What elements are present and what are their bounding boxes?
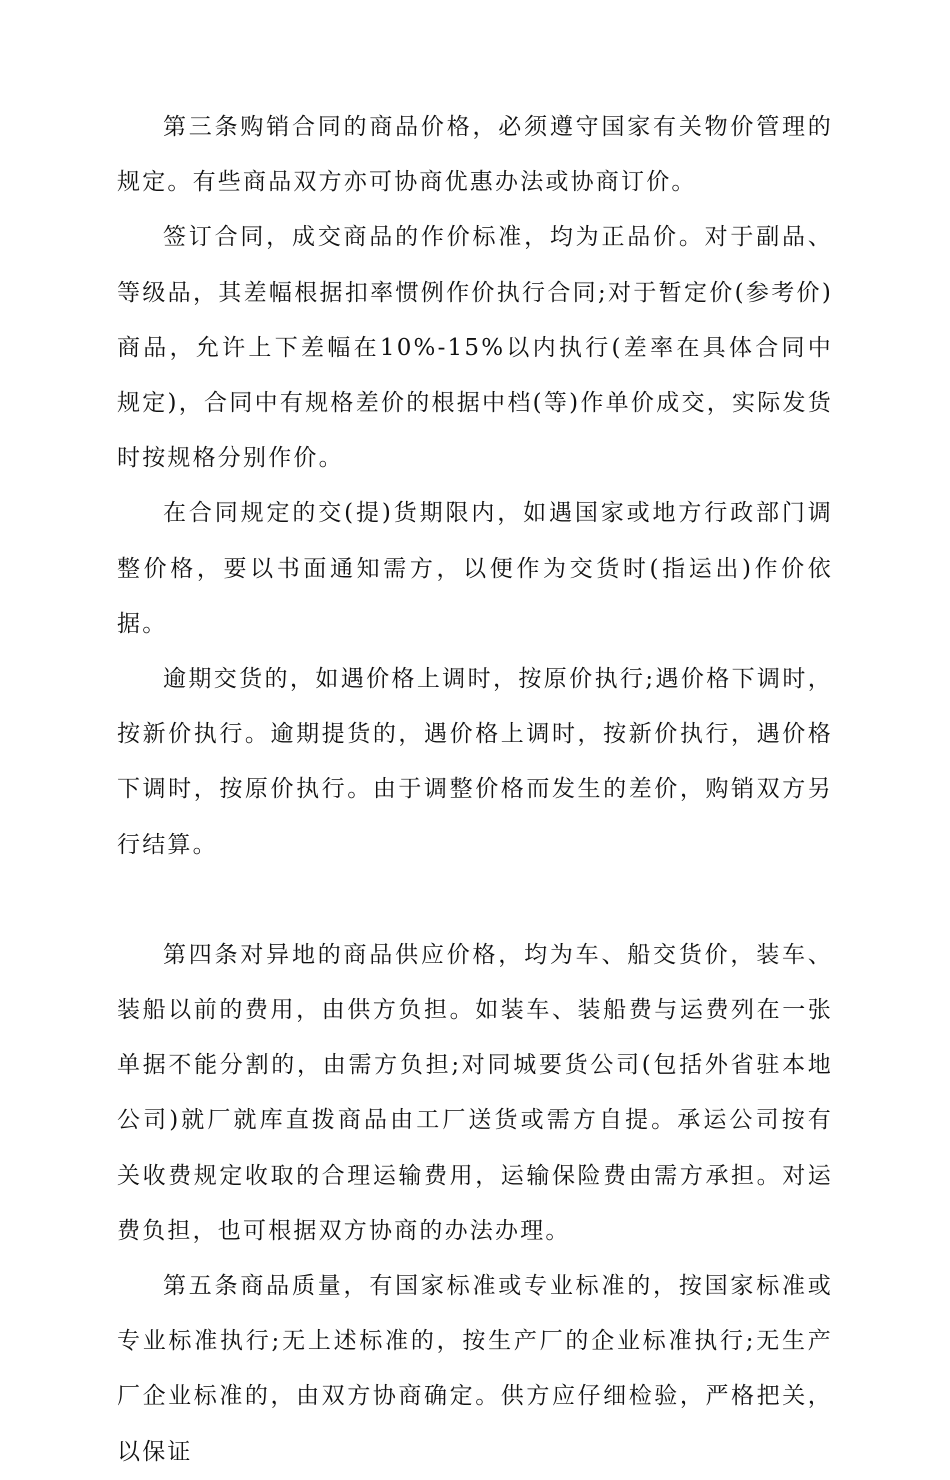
paragraph-article-5: 第五条商品质量，有国家标准或专业标准的，按国家标准或专业标准执行;无上述标准的，按生产厂的企业标准执行;无生产厂企业标准的，由双方协商确定。供方应仔细检验，严格把关，以保证 (117, 1273, 833, 1465)
document-body (117, 100, 833, 1480)
paragraph-spacer (117, 873, 833, 928)
paragraph-price-adjustment: 在合同规定的交(提)货期限内，如遇国家或地方行政部门调整价格，要以书面通知需方，以便作为交货时(指运出)作价依据。 (117, 500, 833, 637)
paragraph-late-delivery: 逾期交货的，如遇价格上调时，按原价执行;遇价格下调时，按新价执行。逾期提货的，遇价格上调时，按新价执行，遇价格下调时，按原价执行。由于调整价格而发生的差价，购销双方另行结算。 (117, 666, 833, 858)
paragraph-pricing-standard: 签订合同，成交商品的作价标准，均为正品价。对于副品、等级品，其差幅根据扣率惯例作价执行合同;对于暂定价(参考价)商品，允许上下差幅在10%-15%以内执行(差率在具体合同中规定)，合同中有规格差价的根据中档(等)作单价成交，实际发货时按规格分别作价。 (117, 224, 833, 472)
paragraph-article-4: 第四条对异地的商品供应价格，均为车、船交货价，装车、装船以前的费用，由供方负担。如装车、装船费与运费列在一张单据不能分割的，由需方负担;对同城要货公司(包括外省驻本地公司)就厂就库直拨商品由工厂送货或需方自提。承运公司按有关收费规定收取的合理运输费用，运输保险费由需方承担。对运费负担，也可根据双方协商的办法办理。 (117, 941, 833, 1244)
paragraph-article-3: 第三条购销合同的商品价格，必须遵守国家有关物价管理的规定。有些商品双方亦可协商优惠办法或协商订价。 (117, 114, 833, 196)
